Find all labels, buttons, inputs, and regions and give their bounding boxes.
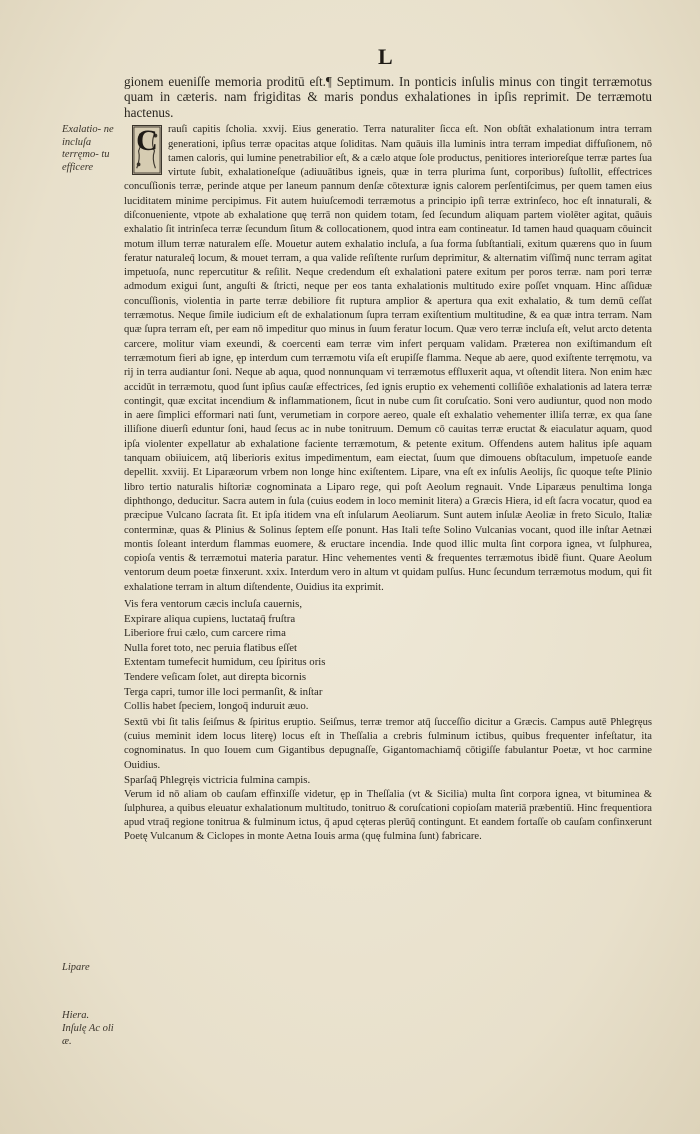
verse-line-phlegra: Sparſaq̄ Phlegręis victricia fulmina campis. [124,773,311,786]
dropcap-letter: C [136,124,158,158]
commentary-paragraph-3: Verum id nō aliam ob cauſam effinxiſſe videtur, ęp in Theſſalia (vt & Sicilia) multa ſint corpora ignea, vt bituminea & ſulphurea, a quibus eleuatur exhalationum multitudo, tonitruo & coruſcationi copioſam materiā præbentiū. Hinc frequentiora apud vtraq̄ regione tonitrua & fulminum ictus, q̄ apud cęteras plerūq̄ contingunt. Et eandem fortaſſe ob cauſam confinxerunt Poetę Vulcanum & Ciclopes in monte Aetna Iouis arma (quę fulmina ſunt) fabricare. [124,788,652,843]
margin-note-hiera: Hiera. [62,1010,90,1021]
ovid-verses [124,597,652,714]
main-text [124,74,652,845]
verse-line: Expirare aliqua cupiens, luctataq̄ fruſtra [124,612,296,625]
signature-mark: L [378,44,394,69]
verse-line: Vis fera ventorum cæcis incluſa cauernis, [124,598,303,611]
verse-line: Liberiore frui cælo, cum carcere rima [124,627,286,640]
intro-paragraph: gionem eueniſſe memoria proditū eſt.¶ Septimum. In ponticis inſulis minus con tingit terræmotus quam in cæteris. nam frigiditas & maris pondus exhalationes in ipſis reprimit. De terræmotu hactenus. [124,74,652,120]
margin-note-aeolian-islands: Inſulę Ac oli æ. [62,1023,114,1047]
commentary-paragraph-1: rauſi capitis ſcholia. xxvij. Eius generatio. Terra naturaliter ſicca eſt. Non obſtāt exhalationum intra terram generationi, ipſius terræ opacitas atque ſoliditas. Nam quāuis illa luminis intra terram impediat diffuſionem, nō tamen caloris, qui lumine penetrabilior eſt, & a cælo atque ſole productus, penitiores interioreſque terræ partes ſua virtute ſubit, exhalationeſque (adiuuātibus igneis, quæ in terra plurima ſunt, corporibus) ſuſtollit, effectrices concuſſionis terræ, perinde atque per laneum pannum denſæ cōtexturæ ignis calorem perſentiſcimus, per quem tamen eius luciditatem minime percipimus. Fit autem huiuſcemodi terræmotus a principio ipſi terræ extrinſeco, hoc eſt innaturali, & diſconueniente, vtpote ab exhalatione quę terrā non quidem totam, ſed ſecundum aliquam partem violēter agitat, quāuis exhalatio ſit intrinſeca terræ ſecundum ſitum & collocationem, quod intra eam contineatur. Id tamen haud quaquam cōuincit motum illum terræ naturalem eſſe. Mouetur autem exhalatio incluſa, a ſua forma ſubſtantiali, exitum quærens quo in ſuum feratur naturaleq̄ locum, & mouet terram, a qua valide reſiſtente rurſum deprimitur, & alternatim viſſimq̄ nunc terram agitat impetuoſa, nunc repercutitur & reſilit. Neque credendum eſt exhalationi patere exitum per poros terræ. nam pori terræ admodum exigui ſunt, anguſti & ſtricti, neque per eos tanta exhalationis multitudo exire poſſet vnquam. Hinc aſſiduæ concuſſionis, violentia in parte terræ debiliore fit ruptura amplior & apertura qua exit exhalatio, & tum demū ceſſat terræmotus. Neque ſimile iudicium eſt de exhalationum ſupra terram exiſtentium multitudine, & ea quæ intra terram. Nam quæ ſupra terram eſt, per eam nō impeditur quo minus in ſuum feratur locum. Quæ vero terræ incluſa eſt, velut arcto detenta carcere, molitur viam exeundi, & coercenti eam terræ vim infert perquam validam. Præterea non exiſtimandum eſt terræmotum fieri ab igne, ęp interdum cum terræmotu viſa eſt erupiſſe flamma. Neque ab aere, quod exiſtente terręmotu, va rij in terra audiantur ſoni. Neque ab aqua, quod nonnunquam vi terræmotus effluxerit aqua, vt oſtendit litera. Non enim hæc accidūt in terræmotu, quod ſunt ipſius cauſæ effectrices, ſed ignis eruptio ex vehementi colliſiōe exhalationis ad latera terræ contingit, quæ excitat incendium & inflammationem, ſicut in nube cum ſit coruſcatio. Soni vero audiuntur, quod non modo in aere ſimplici efformari nati ſunt, verumetiam in corpore aereo, quale eſt exhalatio vehementer illiſa terræ, ex qua ſane illiſione diuerſi eduntur ſoni, haud ſecus ac in nube tonitruum. Demum cō cauitas terræ eructat & eiaculatur aquam, quod ipſa violenter expellatur ab exhalatione faciente terræmotum, & petente exitum. Offendens autem halitus ipſe aquam tanquam obiiuicem, atq̄ liberioris exitus impedimentum, eam eiectat, ſuum que dimouens obſtaculum, impetuoſe eande depellit. xxviij. Et Liparæorum vrbem non longe hinc exiſtentem. Lipare, vna eſt ex inſulis Aeolijs, ſic quoque teſte Plinio libro tertio naturalis hiſtoriæ cognominata a Liparo rege, qui poſt Aeolum regnauit. Vnde Liparæus penultima longa diphthongo, deducitur. Sacra autem in ſula (cuius eodem in loco meminit litera) a Græcis Hiera, id eſt ſacra vocatur, quod ea præcipue Vulcano ſacrata ſit. Et ipſa itidem vna eſt inſularum Aeoliarum. Sunt autem inſulæ Aeoliæ in freto Siculo, Italiæ conterminæ, quas & Plinius & Solinus ſeptem eſſe ponunt. Has Itali teſte Solino Vulcanias vocant, quod ille inſtar Aetnæi montis ſoleant interdum flammas euomere, & eructare incendia. Inde quod illic multa ſint corpora ignea, vt ſulphurea, copioſa ventis & terræmotui materia paratur. Hinc vehementes venti & frequentes terræmotus ibidē fiunt. Quare Aeolum ventorum deum poetæ finxerunt. xxix. Interdum vero in altum vt quidam pulſus. Hunc ſecundum terræmotus modum, qui fit exhalatione terram in altum diſtendente, Ouidius ita exprimit. [124,124,652,593]
verse-line: Tendere veſicam ſolet, aut direpta bicornis [124,670,307,683]
margin-note-exhalation: Exalatio- ne incluſa terręmo- tu efficere [62,124,114,173]
margin-note-lipare: Lipare [62,962,90,973]
verse-line: Nulla foret toto, nec peruia flatibus eſſet [124,641,297,654]
verse-line: Extentam tumefecit humidum, ceu ſpiritus oris [124,656,326,669]
decorated-initial [132,125,162,175]
verse-line: Terga capri, tumor ille loci permanſit, & inſtar [124,685,323,698]
commentary-paragraph-2: Sextū vbi ſit talis ſeiſmus & ſpiritus eruptio. Seiſmus, terræ tremor atq̄ ſucceſſio dicitur a Græcis. Campus autē Phlegręus (cuius meminit idem locus literę) locus eſt in Theſſalia a crebris fulminum ictibus, quibus frequenter infeſtatur, ita cognominatus. In quo Iouem cum Gigantibus depugnaſſe, Gigantomachiamq̄ cōtigiſſe fabulantur Poetæ, vt hoc carmine Ouidius. [124,716,652,771]
verse-line: Collis habet ſpeciem, longoq̄ induruit æuo. [124,700,309,713]
